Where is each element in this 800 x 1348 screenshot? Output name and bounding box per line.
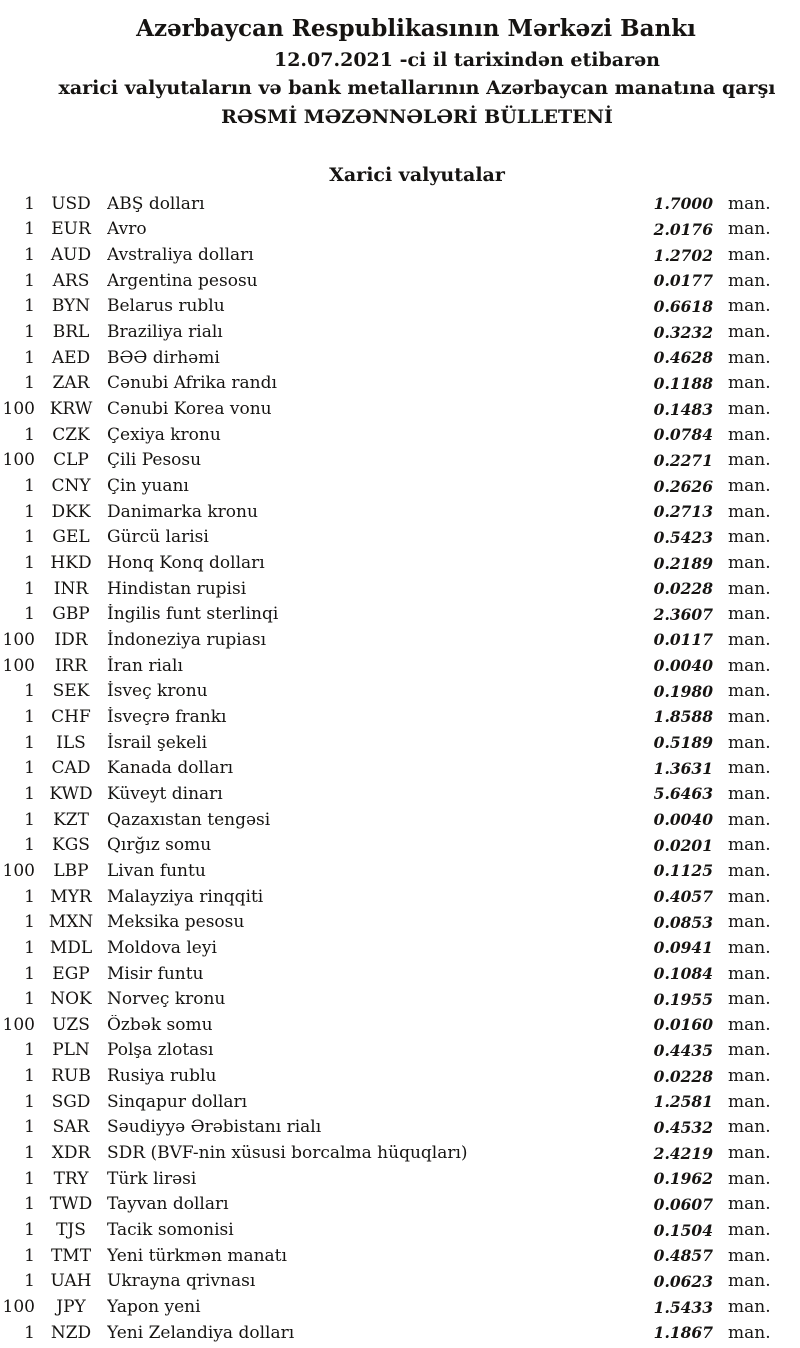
currency-row [0, 909, 800, 935]
unit-label-cell: man. [728, 886, 771, 907]
unit-label-cell: man. [728, 296, 771, 317]
currency-row [0, 422, 800, 448]
quantity-cell: 1 [24, 809, 35, 830]
quantity-cell: 1 [24, 732, 35, 753]
unit-label-cell: man. [728, 1091, 771, 1112]
quantity-cell: 100 [2, 1014, 35, 1035]
currency-name-cell: Yapon yeni [107, 1297, 201, 1318]
currency-row [0, 807, 800, 833]
unit-label-cell: man. [728, 1066, 771, 1087]
quantity-cell: 100 [2, 655, 35, 676]
rate-value-cell: 0.0201 [653, 835, 713, 855]
quantity-cell: 1 [24, 347, 35, 368]
currency-row [0, 678, 800, 704]
rate-value-cell: 0.1504 [653, 1220, 713, 1240]
unit-label-cell: man. [728, 1220, 771, 1241]
currency-code-cell: PLN [52, 1040, 90, 1061]
currency-row [0, 371, 800, 397]
rate-value-cell: 0.2271 [653, 450, 713, 470]
currency-row [0, 1063, 800, 1089]
currency-name-cell: Tacik somonisi [107, 1220, 234, 1241]
currency-name-cell: İngilis funt sterlinqi [107, 604, 279, 625]
unit-label-cell: man. [728, 1143, 771, 1164]
currency-code-cell: TJS [56, 1220, 86, 1241]
currency-row [0, 858, 800, 884]
currency-code-cell: ILS [56, 732, 86, 753]
currency-code-cell: UZS [52, 1014, 90, 1035]
currency-row [0, 217, 800, 243]
currency-row [0, 525, 800, 551]
quantity-cell: 1 [24, 476, 35, 497]
currency-row [0, 242, 800, 268]
currency-name-cell: Malayziya rinqqiti [107, 886, 264, 907]
currency-name-cell: Yeni türkmən manatı [107, 1245, 287, 1266]
currency-code-cell: RUB [51, 1066, 91, 1087]
unit-label-cell: man. [728, 681, 771, 702]
rate-value-cell: 0.5423 [653, 527, 713, 547]
currency-name-cell: Türk lirəsi [107, 1168, 197, 1189]
quantity-cell: 100 [2, 860, 35, 881]
currency-code-cell: CNY [51, 476, 91, 497]
currency-row [0, 755, 800, 781]
currency-code-cell: XDR [51, 1143, 91, 1164]
unit-label-cell: man. [728, 527, 771, 548]
unit-label-cell: man. [728, 399, 771, 420]
rate-value-cell: 0.0607 [653, 1194, 713, 1214]
currency-row [0, 832, 800, 858]
unit-label-cell: man. [728, 758, 771, 779]
currency-name-cell: ABŞ dolları [107, 193, 205, 214]
currency-name-cell: Moldova leyi [107, 937, 217, 958]
rate-value-cell: 0.4435 [653, 1040, 713, 1060]
unit-label-cell: man. [728, 1168, 771, 1189]
unit-label-cell: man. [728, 373, 771, 394]
currency-code-cell: INR [53, 578, 89, 599]
quantity-cell: 1 [24, 1040, 35, 1061]
effective-date-line: 12.07.2021 -ci il tarixindən etibarən [273, 49, 660, 71]
quantity-cell: 1 [24, 527, 35, 548]
currency-row [0, 704, 800, 730]
currency-name-cell: Avro [107, 219, 147, 240]
currency-name-cell: İsveç kronu [107, 681, 208, 702]
currency-row [0, 1038, 800, 1064]
unit-label-cell: man. [728, 706, 771, 727]
quantity-cell: 1 [24, 706, 35, 727]
currency-code-cell: SEK [52, 681, 90, 702]
rate-value-cell: 0.0177 [653, 271, 713, 291]
currency-code-cell: BRL [52, 322, 90, 343]
currency-name-cell: Hindistan rupisi [107, 578, 247, 599]
unit-label-cell: man. [728, 1040, 771, 1061]
currency-code-cell: MYR [50, 886, 92, 907]
rate-value-cell: 0.1962 [653, 1169, 713, 1189]
quantity-cell: 1 [24, 604, 35, 625]
quantity-cell: 100 [2, 450, 35, 471]
unit-label-cell: man. [728, 270, 771, 291]
bank-title: Azərbaycan Respublikasının Mərkəzi Bankı [136, 15, 696, 42]
currency-name-cell: Küveyt dinarı [107, 783, 223, 804]
unit-label-cell: man. [728, 501, 771, 522]
rate-value-cell: 5.6463 [653, 784, 713, 804]
quantity-cell: 1 [24, 578, 35, 599]
unit-label-cell: man. [728, 450, 771, 471]
rate-value-cell: 0.3232 [653, 322, 713, 342]
quantity-cell: 1 [24, 989, 35, 1010]
currency-code-cell: UAH [50, 1271, 92, 1292]
currency-row [0, 345, 800, 371]
currency-code-cell: CHF [51, 706, 91, 727]
currency-code-cell: CAD [51, 758, 91, 779]
quantity-cell: 1 [24, 373, 35, 394]
unit-label-cell: man. [728, 629, 771, 650]
currency-code-cell: IDR [54, 629, 88, 650]
rate-value-cell: 0.4057 [653, 887, 713, 907]
quantity-cell: 100 [2, 629, 35, 650]
currency-row [0, 550, 800, 576]
rate-value-cell: 0.2626 [653, 476, 713, 496]
rate-value-cell: 0.0228 [653, 1066, 713, 1086]
currency-name-cell: Çin yuanı [107, 476, 189, 497]
quantity-cell: 1 [24, 553, 35, 574]
currency-row [0, 1294, 800, 1320]
unit-label-cell: man. [728, 322, 771, 343]
currency-row [0, 1012, 800, 1038]
rate-value-cell: 0.0228 [653, 579, 713, 599]
quantity-cell: 1 [24, 1168, 35, 1189]
quantity-cell: 1 [24, 937, 35, 958]
rate-value-cell: 0.4857 [653, 1246, 713, 1266]
quantity-cell: 1 [24, 270, 35, 291]
unit-label-cell: man. [728, 193, 771, 214]
currency-name-cell: Özbək somu [107, 1014, 213, 1035]
currency-name-cell: Qazaxıstan tengəsi [107, 809, 271, 830]
unit-label-cell: man. [728, 578, 771, 599]
quantity-cell: 1 [24, 912, 35, 933]
unit-label-cell: man. [728, 963, 771, 984]
unit-label-cell: man. [728, 912, 771, 933]
quantity-cell: 1 [24, 322, 35, 343]
currency-row [0, 781, 800, 807]
quantity-cell: 1 [24, 501, 35, 522]
unit-label-cell: man. [728, 1194, 771, 1215]
currency-name-cell: Misir funtu [107, 963, 204, 984]
currency-code-cell: GEL [52, 527, 90, 548]
quantity-cell: 1 [24, 1194, 35, 1215]
rate-value-cell: 0.4532 [653, 1117, 713, 1137]
currency-code-cell: TRY [53, 1168, 89, 1189]
currency-code-cell: DKK [51, 501, 91, 522]
currency-code-cell: AED [51, 347, 91, 368]
currency-row [0, 319, 800, 345]
currency-row [0, 499, 800, 525]
currency-name-cell: Ukrayna qrivnası [107, 1271, 256, 1292]
currency-name-cell: Çexiya kronu [107, 424, 221, 445]
quantity-cell: 1 [24, 219, 35, 240]
currency-code-cell: EGP [52, 963, 90, 984]
currency-name-cell: Yeni Zelandiya dolları [107, 1322, 295, 1343]
quantity-cell: 1 [24, 963, 35, 984]
rate-value-cell: 1.7000 [653, 194, 713, 214]
currency-code-cell: KWD [49, 783, 93, 804]
unit-label-cell: man. [728, 1322, 771, 1343]
rate-value-cell: 0.0040 [653, 810, 713, 830]
unit-label-cell: man. [728, 809, 771, 830]
currency-row [0, 653, 800, 679]
rate-value-cell: 0.5189 [653, 733, 713, 753]
currency-code-cell: MDL [49, 937, 93, 958]
quantity-cell: 1 [24, 424, 35, 445]
rate-value-cell: 1.2702 [653, 245, 713, 265]
unit-label-cell: man. [728, 1245, 771, 1266]
currency-row [0, 627, 800, 653]
quantity-cell: 1 [24, 245, 35, 266]
unit-label-cell: man. [728, 937, 771, 958]
unit-label-cell: man. [728, 424, 771, 445]
currency-name-cell: BƏƏ dirhəmi [107, 347, 220, 368]
currency-row [0, 448, 800, 474]
currency-code-cell: KRW [49, 399, 93, 420]
rate-value-cell: 1.3631 [653, 758, 713, 778]
rate-value-cell: 0.0784 [653, 425, 713, 445]
currency-name-cell: SDR (BVF-nin xüsusi borcalma hüquqları) [107, 1143, 468, 1164]
section-title-foreign-currencies: Xarici valyutalar [329, 164, 505, 186]
quantity-cell: 100 [2, 399, 35, 420]
currency-name-cell: Sinqapur dolları [107, 1091, 248, 1112]
rate-value-cell: 0.1980 [653, 681, 713, 701]
quantity-cell: 1 [24, 758, 35, 779]
rate-value-cell: 0.0160 [653, 1015, 713, 1035]
currency-row [0, 730, 800, 756]
bulletin-title: RƏSMİ MƏZƏNNƏLƏRİ BÜLLETENİ [221, 106, 613, 128]
rate-value-cell: 0.1188 [653, 373, 713, 393]
currency-row [0, 268, 800, 294]
rate-value-cell: 0.6618 [653, 296, 713, 316]
currency-name-cell: İsveçrə frankı [107, 706, 227, 727]
unit-label-cell: man. [728, 1117, 771, 1138]
currency-row [0, 1140, 800, 1166]
currency-name-cell: Livan funtu [107, 860, 206, 881]
currency-name-cell: Norveç kronu [107, 989, 226, 1010]
unit-label-cell: man. [728, 860, 771, 881]
unit-label-cell: man. [728, 655, 771, 676]
unit-label-cell: man. [728, 835, 771, 856]
rate-value-cell: 0.1483 [653, 399, 713, 419]
currency-code-cell: SGD [51, 1091, 91, 1112]
currency-row [0, 473, 800, 499]
quantity-cell: 1 [24, 1117, 35, 1138]
rate-value-cell: 0.0623 [653, 1271, 713, 1291]
currency-row [0, 1089, 800, 1115]
rate-value-cell: 2.3607 [653, 604, 713, 624]
currency-code-cell: IRR [54, 655, 88, 676]
rate-value-cell: 0.2189 [653, 553, 713, 573]
currency-name-cell: Avstraliya dolları [107, 245, 254, 266]
currency-name-cell: Səudiyyə Ərəbistanı rialı [107, 1117, 322, 1138]
quantity-cell: 1 [24, 1143, 35, 1164]
rate-value-cell: 0.0040 [653, 656, 713, 676]
rate-value-cell: 0.4628 [653, 348, 713, 368]
currency-row [0, 986, 800, 1012]
quantity-cell: 1 [24, 1245, 35, 1266]
unit-label-cell: man. [728, 553, 771, 574]
rate-value-cell: 0.0941 [653, 938, 713, 958]
rate-value-cell: 1.8588 [653, 707, 713, 727]
currency-row [0, 1166, 800, 1192]
currency-row [0, 961, 800, 987]
currency-code-cell: BYN [51, 296, 91, 317]
quantity-cell: 1 [24, 193, 35, 214]
currency-code-cell: CLP [53, 450, 89, 471]
rate-value-cell: 1.1867 [653, 1323, 713, 1343]
quantity-cell: 1 [24, 886, 35, 907]
currency-code-cell: MXN [48, 912, 94, 933]
currency-row [0, 1269, 800, 1295]
rate-value-cell: 0.2713 [653, 502, 713, 522]
currency-name-cell: Danimarka kronu [107, 501, 258, 522]
currency-name-cell: Gürcü larisi [107, 527, 209, 548]
currency-row [0, 1320, 800, 1346]
rate-value-cell: 1.5433 [653, 1297, 713, 1317]
currency-name-cell: Qırğız somu [107, 835, 212, 856]
rate-value-cell: 0.1955 [653, 989, 713, 1009]
unit-label-cell: man. [728, 245, 771, 266]
currency-name-cell: Argentina pesosu [107, 270, 258, 291]
currency-code-cell: USD [51, 193, 91, 214]
currency-code-cell: AUD [50, 245, 92, 266]
currency-row [0, 884, 800, 910]
currency-code-cell: NZD [50, 1322, 92, 1343]
unit-label-cell: man. [728, 219, 771, 240]
currency-name-cell: Çili Pesosu [107, 450, 202, 471]
currency-code-cell: KZT [53, 809, 89, 830]
unit-label-cell: man. [728, 476, 771, 497]
currency-code-cell: GBP [52, 604, 90, 625]
quantity-cell: 1 [24, 296, 35, 317]
currency-name-cell: Honq Konq dolları [107, 553, 265, 574]
currency-code-cell: ZAR [52, 373, 90, 394]
currency-row [0, 1115, 800, 1141]
currency-row [0, 602, 800, 628]
currency-row [0, 1243, 800, 1269]
quantity-cell: 1 [24, 1066, 35, 1087]
currency-name-cell: İsrail şekeli [107, 732, 207, 753]
rate-value-cell: 2.4219 [653, 1143, 713, 1163]
currency-code-cell: JPY [56, 1297, 86, 1318]
subject-line: xarici valyutaların və bank metallarının Azərbaycan manatına qarşı [58, 77, 776, 99]
currency-code-cell: CZK [52, 424, 90, 445]
currency-code-cell: EUR [51, 219, 91, 240]
currency-code-cell: TMT [50, 1245, 92, 1266]
unit-label-cell: man. [728, 347, 771, 368]
currency-name-cell: İndoneziya rupiası [107, 629, 267, 650]
currency-row [0, 935, 800, 961]
quantity-cell: 1 [24, 681, 35, 702]
currency-name-cell: Polşa zlotası [107, 1040, 214, 1061]
currency-name-cell: Meksika pesosu [107, 912, 245, 933]
currency-name-cell: İran rialı [107, 655, 183, 676]
currency-name-cell: Kanada dolları [107, 758, 234, 779]
currency-row [0, 576, 800, 602]
unit-label-cell: man. [728, 989, 771, 1010]
quantity-cell: 1 [24, 1220, 35, 1241]
currency-row [0, 396, 800, 422]
rate-value-cell: 0.1084 [653, 964, 713, 984]
currency-name-cell: Belarus rublu [107, 296, 225, 317]
currency-code-cell: LBP [53, 860, 89, 881]
currency-name-cell: Cənubi Korea vonu [107, 399, 272, 420]
currency-code-cell: NOK [50, 989, 92, 1010]
quantity-cell: 1 [24, 783, 35, 804]
rate-value-cell: 0.1125 [653, 861, 713, 881]
currency-name-cell: Tayvan dolları [107, 1194, 229, 1215]
currency-name-cell: Rusiya rublu [107, 1066, 217, 1087]
currency-code-cell: ARS [52, 270, 90, 291]
currency-row [0, 1192, 800, 1218]
currency-code-cell: SAR [52, 1117, 90, 1138]
rates-table [0, 191, 800, 1346]
currency-code-cell: HKD [50, 553, 92, 574]
quantity-cell: 1 [24, 1271, 35, 1292]
rate-value-cell: 0.0117 [653, 630, 713, 650]
unit-label-cell: man. [728, 604, 771, 625]
rate-value-cell: 0.0853 [653, 912, 713, 932]
unit-label-cell: man. [728, 783, 771, 804]
currency-code-cell: TWD [49, 1194, 93, 1215]
quantity-cell: 1 [24, 835, 35, 856]
unit-label-cell: man. [728, 732, 771, 753]
currency-row [0, 294, 800, 320]
unit-label-cell: man. [728, 1014, 771, 1035]
rate-value-cell: 2.0176 [653, 219, 713, 239]
rate-value-cell: 1.2581 [653, 1092, 713, 1112]
unit-label-cell: man. [728, 1297, 771, 1318]
quantity-cell: 1 [24, 1322, 35, 1343]
currency-row [0, 191, 800, 217]
quantity-cell: 1 [24, 1091, 35, 1112]
unit-label-cell: man. [728, 1271, 771, 1292]
quantity-cell: 100 [2, 1297, 35, 1318]
currency-name-cell: Cənubi Afrika randı [107, 373, 277, 394]
currency-row [0, 1217, 800, 1243]
currency-code-cell: KGS [52, 835, 90, 856]
currency-name-cell: Braziliya rialı [107, 322, 223, 343]
